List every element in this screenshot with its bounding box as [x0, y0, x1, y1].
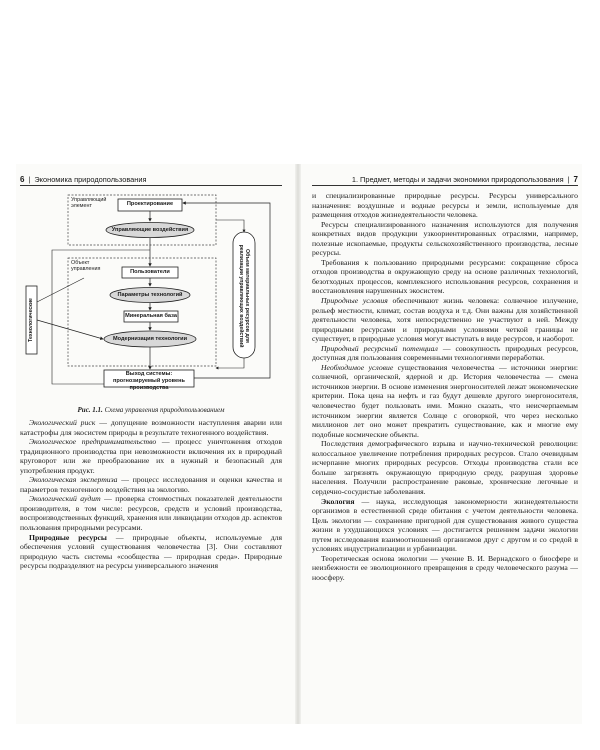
paragraph [312, 220, 578, 258]
left-running-title: Экономика природопользования [34, 175, 147, 184]
right-running-header: 1. Предмет, методы и задачи экономики природопользования | 7 [312, 174, 578, 186]
paragraph [312, 497, 578, 554]
paragraph [312, 554, 578, 583]
paragraph [312, 296, 578, 344]
system-output-label: Выход системы: прогнозируемый уровень производства [113, 371, 185, 391]
mineral-base-label: Минеральная база [125, 313, 177, 319]
right-page [312, 164, 578, 724]
figure-caption-label: Рис. 1.1. [77, 406, 103, 414]
right-page-number: 7 [573, 175, 578, 184]
technological-label: Технологические [28, 298, 34, 342]
paragraph [312, 344, 578, 363]
paragraph-text: Теоретическая основа экологии — учение В. И. Вернадского о биосфере и неизбежности ее эволюционного превращения в среду человеческого разума — ноосферу. [312, 553, 578, 582]
term: Экологическая экспертиза [29, 475, 118, 485]
term: Природные ресурсы [29, 532, 107, 542]
paragraph-text: — природные объекты, используемые для обеспечения условий существования человечества [3]. Они составляют природную часть системы «сообщества — природная среда». Природные ресурсы подразделяют на ресурсы универсального значения [20, 532, 282, 571]
paragraph [20, 494, 282, 532]
control-actions-label: Управляющие воздействия [111, 226, 189, 233]
right-body-text [312, 191, 578, 582]
paragraph-text: — проверка стоимостных показателей деятельности производителя, в том числе: ресурсов, средств и условий производства, воспроизводственных функций, хранения или ликвидации отходов др. аспектов пользования природными ресурсами. [20, 494, 282, 533]
tech-modernization-label: Модернизация технологии [112, 335, 188, 342]
paragraph [312, 439, 578, 496]
paragraph-text: — процесс уничтожения отходов традиционного производства при невозможности включения их в природный круговорот или же преобразование их в нужный и безопасный для употребления продукт. [20, 437, 282, 475]
paragraph-text: — наука, исследующая закономерности жизнедеятельности организмов в естественной среде обитания с учетом деятельности человека. Цель экологии — сохранение пригодной для существования живого существа жизни в ухудшающихся условиях — достигается решением задачи экологии путем исследования взаимоотношений организмов друг с другом и со средой в условиях индустриализации и урбанизации. [312, 496, 578, 554]
paragraph-text: существования человечества — источники энергии: солнечной, органической, ядерной и др. История человечества — смена источников энергии. В основе изменения энергоносителей лежат экономические критерии. Пока цена на нефть и газ будут дешевле другого энергоносителя, человечество будет пользовать ими. Можно сказать, что неисчерпаемым источником энергии является Солнце с оговоркой, что через несколько миллионов лет оно может прекратить существование, как и многие ему подобные космические объекты. [312, 362, 578, 439]
paragraph-text: Последствия демографического взрыва и научно-технической революции: колоссальное увеличение потребления природных ресурсов. Стало очевидным исчерпание многих природных ресурсов. Отходы производства стали все больше загрязнять окружающую природную среду, разрушая здоровье населения. Получили распространение раковые, хронические легочные и сердечно-сосудистые заболевания. [312, 439, 578, 496]
left-page-number: 6 [20, 175, 25, 184]
paragraph-text: обеспечивают жизнь человека: солнечное излучение, рельеф местности, климат, состав воздуха и т.д. Они важны для хозяйственной деятельности человека, хотя непосредственно не участвуют в ней. Между природными ресурсами и природными условиями четкой границы не существует, в природные условия могут выступать в виде ресурсов, и наоборот. [312, 296, 578, 344]
tech-params-label: Параметры технологий [117, 291, 183, 298]
term: Экологический аудит [29, 494, 101, 504]
paragraph-text: и специализированные природные ресурсы. Ресурсы универсального назначения: воздушные и водные ресурсы и земли, используемые для размещения отходов жизнедеятельности человека. [312, 191, 578, 220]
left-page [20, 164, 282, 724]
paragraph [20, 437, 282, 475]
left-running-header: 6 | Экономика природопользования [20, 174, 282, 186]
term: Природный ресурсный потенциал [321, 343, 438, 353]
paragraph [20, 533, 282, 571]
term: Экологическое предпринимательство [29, 437, 157, 447]
paragraph-text: — совокупность природных ресурсов, доступная для пользования современными технологиями переработки. [312, 343, 578, 363]
left-body-text [20, 418, 282, 571]
figure-caption [20, 406, 282, 414]
book-spread [16, 164, 582, 724]
paragraph-text: Требования к пользованию природными ресурсами: сокращение сброса отходов производства в окружающую среду на основе различных технологий, безотходных процессов, комплексного использования ресурсов, сохранения и восстановления нарушенных экосистем. [312, 257, 578, 296]
term: Экология [321, 496, 355, 506]
users-label: Пользователи [130, 269, 170, 275]
resources-volume-label: Объем материальных ресурсов для реализации управляющих воздействий [238, 244, 250, 348]
book-gutter [295, 164, 301, 724]
term: Необходимое условие [321, 362, 394, 372]
term: Экологический риск [29, 418, 96, 427]
paragraph [312, 191, 578, 220]
controlled-object-label: Объект управления [71, 260, 101, 273]
term: Природные условия [321, 296, 388, 306]
control-element-label: Управляющий элемент [71, 197, 107, 210]
paragraph [312, 363, 578, 439]
design-label: Проектирование [126, 201, 174, 207]
paragraph-text: — процесс исследования и оценки качества и параметров техногенного воздействия на экологию. [20, 475, 282, 494]
figure-caption-text: Схема управления природопользованием [104, 406, 225, 414]
paragraph-text: Ресурсы специализированного назначения используются для получения конкретных видов продукции узкоориентированных отраслями, например, полезные ископаемые, продукты сельскохозяйственного производства, лесные ресурсы. [312, 219, 578, 258]
right-running-title: 1. Предмет, методы и задачи экономики природопользования [351, 175, 564, 184]
paragraph [20, 475, 282, 494]
paragraph-text: — допущение возможности наступления аварии или катастрофы для экосистем природы в результате техногенного воздействия. [20, 418, 282, 437]
paragraph [312, 258, 578, 296]
paragraph [20, 418, 282, 437]
management-diagram [20, 190, 282, 402]
